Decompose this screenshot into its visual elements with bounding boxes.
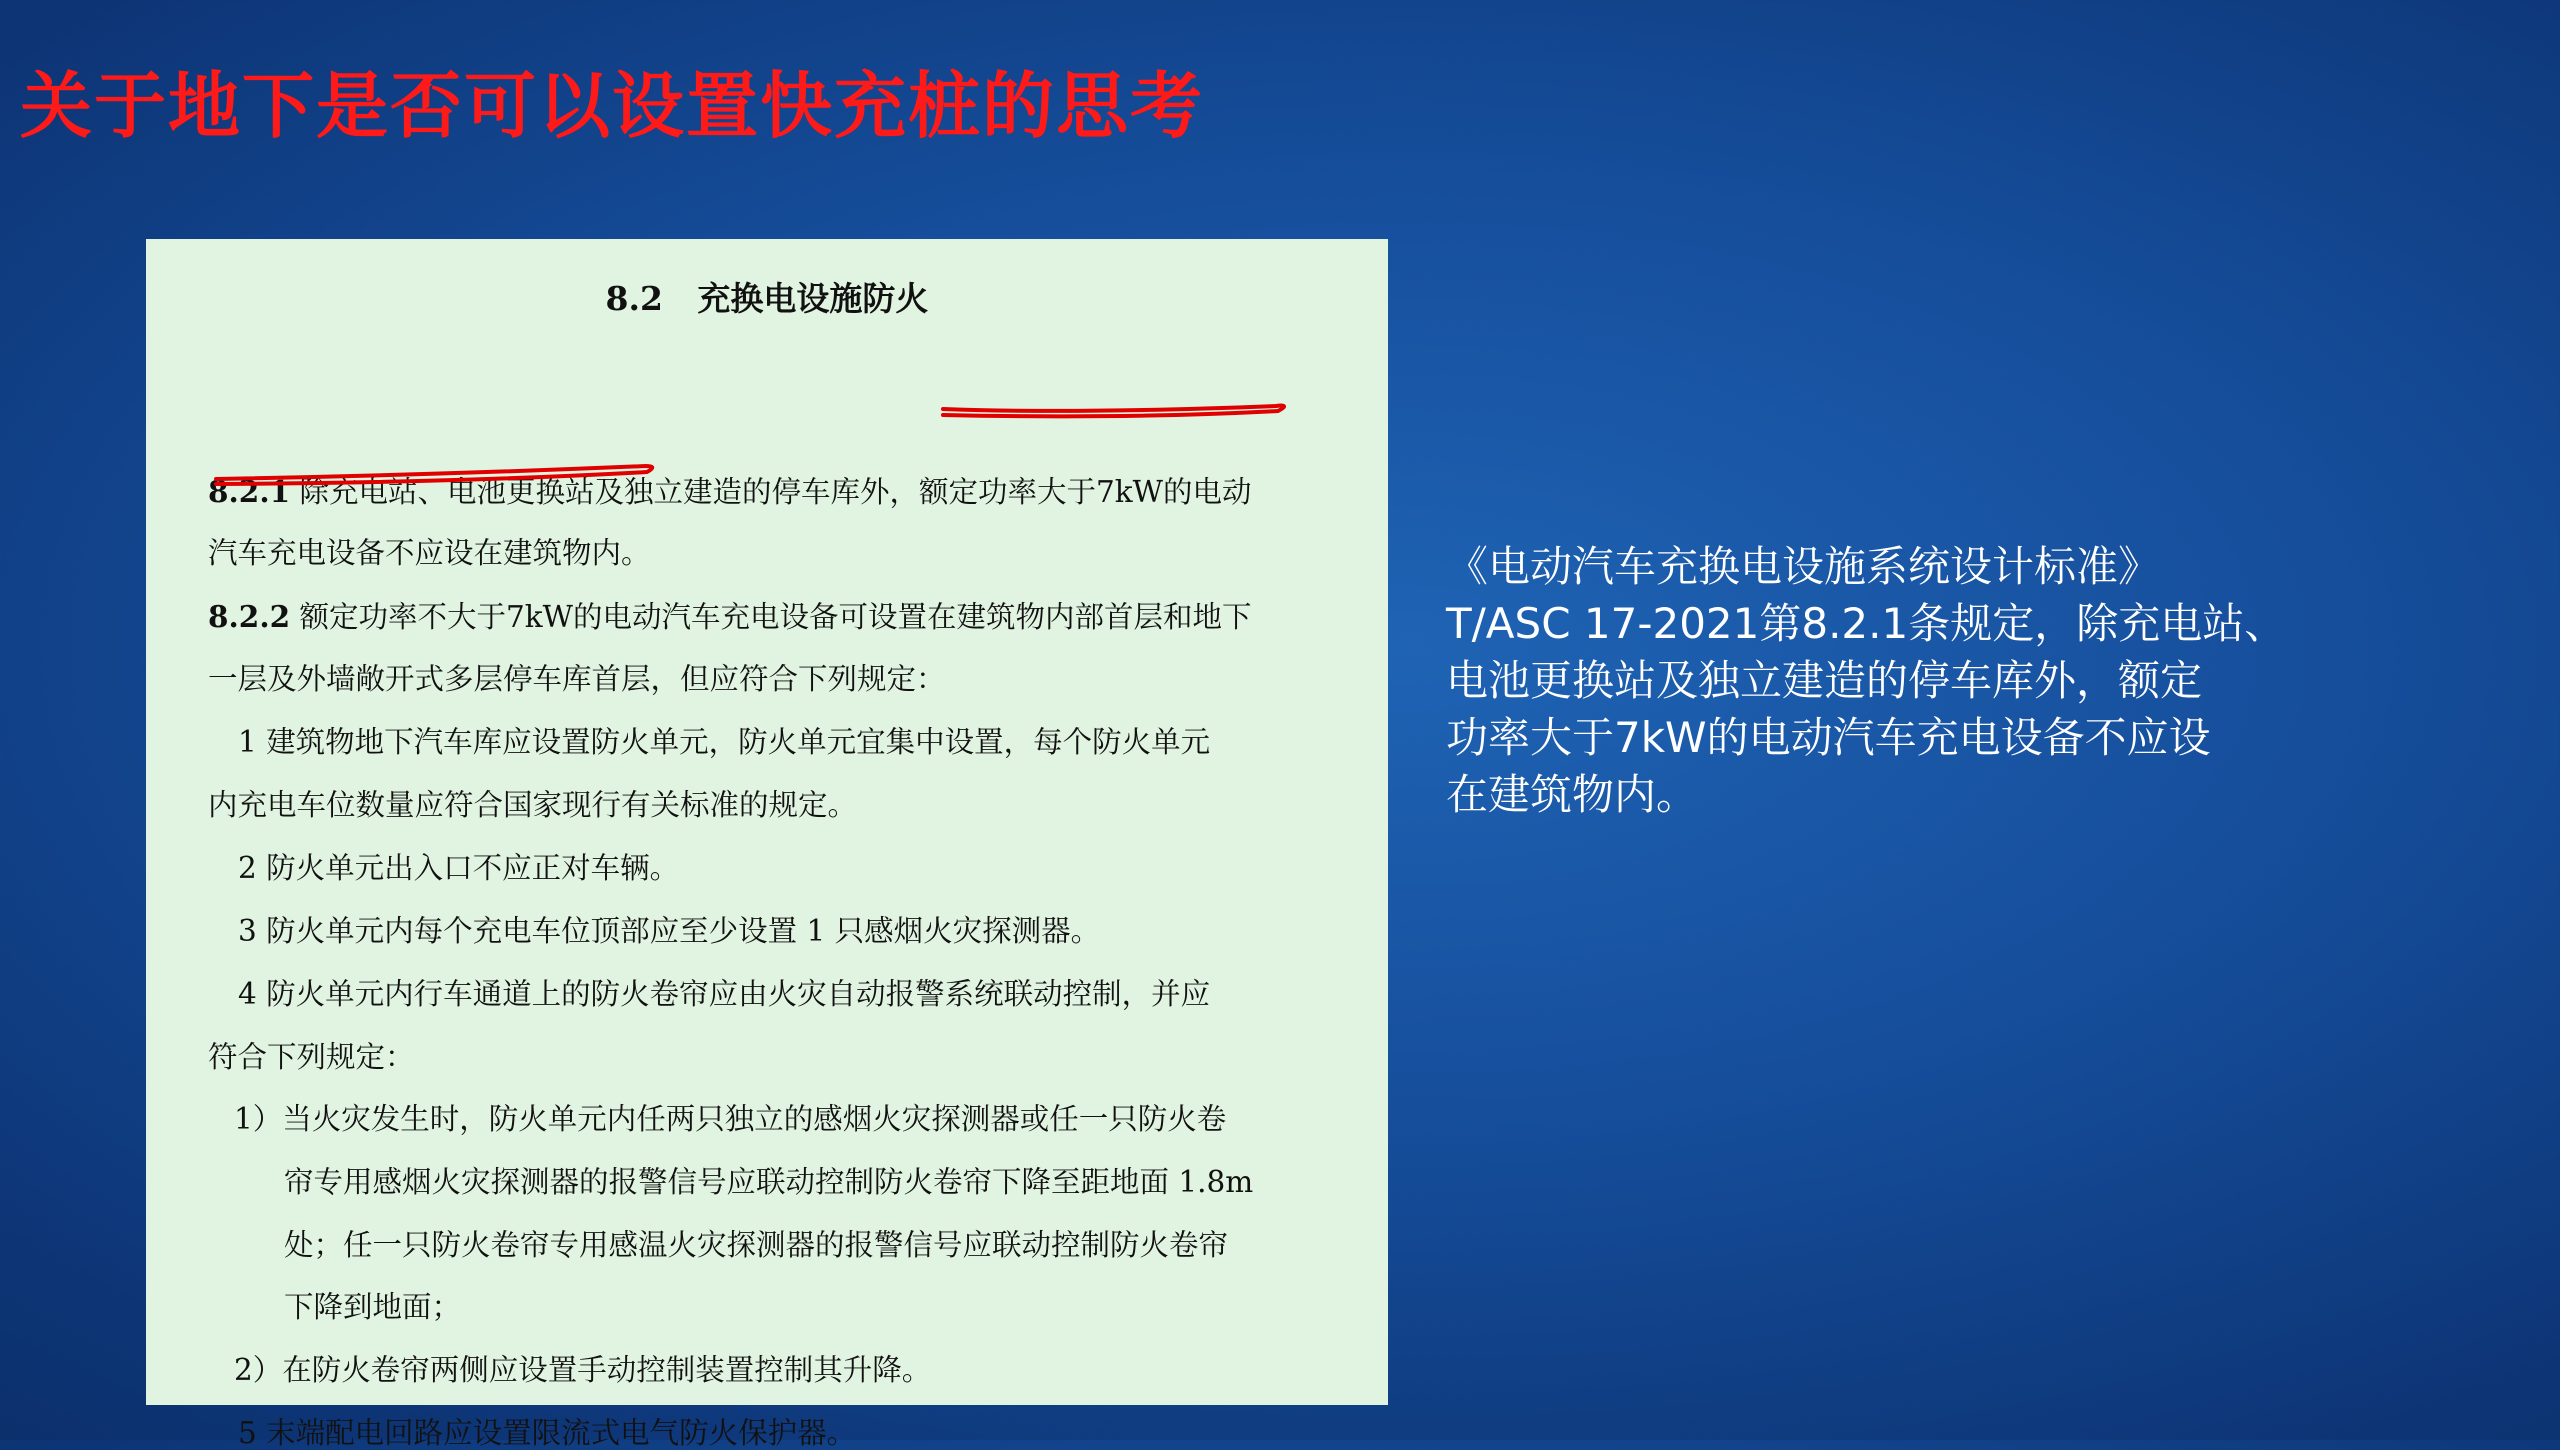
- sub-item-2: 2）在防火卷帘两侧应设置手动控制装置控制其升降。: [234, 1353, 932, 1387]
- clause-number: 8.2.1: [208, 474, 291, 509]
- sub-item-1-line-2: 帘专用感烟火灾探测器的报警信号应联动控制防火卷帘下降至距地面 1.8m: [284, 1165, 1254, 1199]
- underline-stroke-1: [943, 406, 1284, 417]
- clause-8-2-2-line-1: [208, 599, 1252, 634]
- clause-number: 8.2.2: [208, 599, 291, 634]
- item-1-line-1: 1 建筑物地下汽车库应设置防火单元，防火单元宜集中设置，每个防火单元: [238, 725, 1211, 759]
- caption-line-1: 《电动汽车充换电设施系统设计标准》: [1446, 542, 2161, 591]
- sub-item-1-line-1: 1）当火灾发生时，防火单元内任两只独立的感烟火灾探测器或任一只防火卷: [234, 1102, 1227, 1136]
- highlighted-text: 汽车充电设备不应设在建筑物内: [208, 536, 622, 570]
- section-title: 8.2 充换电设施防火: [605, 279, 929, 318]
- slide-title: 关于地下是否可以设置快充桩的思考: [20, 63, 1205, 148]
- caption-text: [1446, 538, 2406, 823]
- item-4-line-2: 符合下列规定：: [208, 1040, 415, 1074]
- item-4-line-1: 4 防火单元内行车通道上的防火卷帘应由火灾自动报警系统联动控制，并应: [238, 977, 1211, 1011]
- item-3: 3 防火单元内每个充电车位顶部应至少设置 1 只感烟火灾探测器。: [238, 914, 1101, 948]
- item-1-line-2: 内充电车位数量应符合国家现行有关标准的规定。: [208, 788, 858, 822]
- clause-8-2-1-line-1: [208, 474, 1252, 509]
- clause-text-segment: 除充电站、电池更换站及独立建造的停车库外，: [290, 475, 920, 509]
- clause-text-segment: 。: [621, 536, 651, 570]
- clause-8-2-1-line-2: [208, 536, 651, 570]
- caption-line-2: T/ASC 17-2021第8.2.1条规定，除充电站、: [1446, 599, 2287, 648]
- item-2: 2 防火单元出入口不应正对车辆。: [238, 851, 680, 885]
- clause-text-segment: 额定功率不大于7kW的电动汽车充电设备可设置在建筑物内部首层和地下: [290, 600, 1252, 634]
- standard-excerpt-image: [146, 239, 1388, 1450]
- highlighted-text: 额定功率大于7kW的电动: [919, 475, 1252, 509]
- caption-line-5: 在建筑物内。: [1446, 770, 1699, 819]
- sub-item-1-line-3: 处；任一只防火卷帘专用感温火灾探测器的报警信号应联动控制防火卷帘: [284, 1228, 1229, 1262]
- caption-line-4: 功率大于7kW的电动汽车充电设备不应设: [1446, 713, 2211, 762]
- caption-line-3: 电池更换站及独立建造的停车库外，额定: [1446, 656, 2203, 705]
- item-5: 5 末端配电回路应设置限流式电气防火保护器。: [238, 1416, 857, 1450]
- clause-8-2-2-line-2: 一层及外墙敞开式多层停车库首层，但应符合下列规定：: [208, 662, 946, 696]
- sub-item-1-line-4: 下降到地面；: [284, 1290, 462, 1324]
